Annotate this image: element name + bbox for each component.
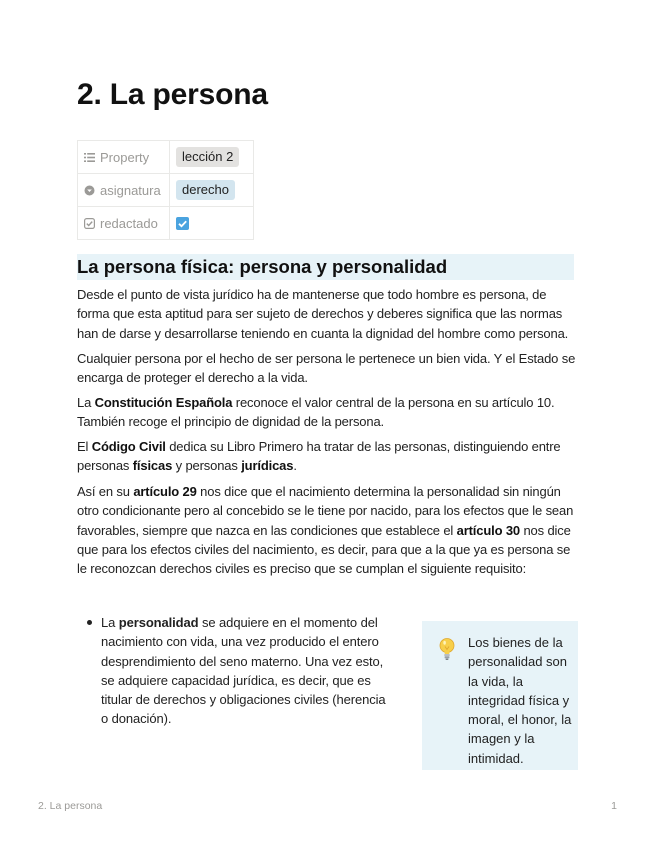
text-run: Así en su [77, 484, 134, 499]
paragraph [77, 482, 582, 578]
text-run: La [101, 615, 119, 630]
property-name: redactado [100, 215, 158, 231]
property-row [78, 207, 254, 240]
select-icon [84, 184, 95, 195]
property-key-cell[interactable] [78, 174, 170, 207]
paragraph: Cualquier persona por el hecho de ser persona le pertenece un bien vida. Y el Estado se encarga de proteger el derecho a la vida. [77, 351, 576, 386]
text-run: nos dice que el nacimiento determina la personalidad sin ningún otro condicionante pero al concebido se le tiene por nacido, para los efectos que le sean favorables, siempre que nazca en las condiciones que establece el [77, 484, 574, 538]
callout-text: Los bienes de la personalidad son la vida, la integridad física y moral, el honor, la imagen y la intimidad. [468, 635, 572, 766]
properties-table [77, 140, 254, 240]
bold-text: Código Civil [91, 439, 166, 454]
property-value-cell[interactable] [170, 207, 254, 240]
paragraph [77, 437, 582, 476]
bold-text: artículo 30 [456, 522, 521, 538]
bold-text: Constitución Española [94, 395, 233, 410]
text-run: La [77, 395, 95, 410]
text-run: y personas [172, 458, 242, 474]
page-title: 2. La persona [77, 78, 268, 111]
bold-text: personalidad [118, 615, 199, 630]
property-row [78, 141, 254, 174]
footer-title: 2. La persona [38, 800, 103, 812]
bullet-list [101, 613, 396, 729]
property-value-cell[interactable] [170, 174, 254, 207]
property-tag: lección 2 [176, 147, 239, 167]
text-run: dedica su Libro Primero ha tratar de las personas, distinguiendo entre personas [77, 439, 561, 474]
bold-text: artículo 29 [133, 484, 197, 499]
list-icon [84, 151, 95, 162]
property-key-cell[interactable] [78, 141, 170, 174]
list-item [101, 613, 396, 729]
checked-checkbox-icon[interactable] [176, 217, 189, 230]
bold-text: físicas [132, 458, 173, 474]
property-tag: derecho [176, 180, 235, 200]
checkbox-icon [84, 217, 95, 228]
text-run: El [77, 439, 92, 454]
property-name: asignatura [100, 182, 161, 198]
callout [422, 621, 578, 770]
text-run: nos dice que para los efectos civiles del nacimiento, es decir, para que a la que ya es persona se le reconozcan derechos civiles es preciso que se cumplan el siguiente requisito: [77, 522, 571, 577]
paragraph: Desde el punto de vista jurídico ha de mantenerse que todo hombre es persona, de forma que esta aptitud para ser sujeto de derechos y deberes significa que las normas han de darse y desarrollarse teniendo en cuanta la dignidad del hombre como persona. [77, 287, 569, 341]
property-name: Property [100, 149, 150, 165]
lightbulb-icon[interactable] [438, 637, 456, 661]
text-run: . [293, 458, 297, 474]
bullet-dot-icon [87, 620, 92, 625]
paragraph [77, 393, 582, 432]
property-value-cell[interactable] [170, 141, 254, 174]
property-row [78, 174, 254, 207]
section-heading: La persona física: persona y personalidad [77, 254, 574, 280]
text-run: reconoce el valor central de la persona en su artículo 10. También recoge el principio de dignidad de la persona. [77, 395, 555, 430]
page-number: 1 [611, 800, 617, 812]
text-run: se adquiere en el momento del nacimiento con vida, una vez producido el entero desprendimiento del seno materno. Una vez esto, se adquiere capacidad jurídica, es decir, que es titular de derechos y obligaciones civiles (herencia o donación). [101, 615, 386, 727]
property-key-cell[interactable] [78, 207, 170, 240]
bold-text: jurídicas [241, 458, 294, 474]
